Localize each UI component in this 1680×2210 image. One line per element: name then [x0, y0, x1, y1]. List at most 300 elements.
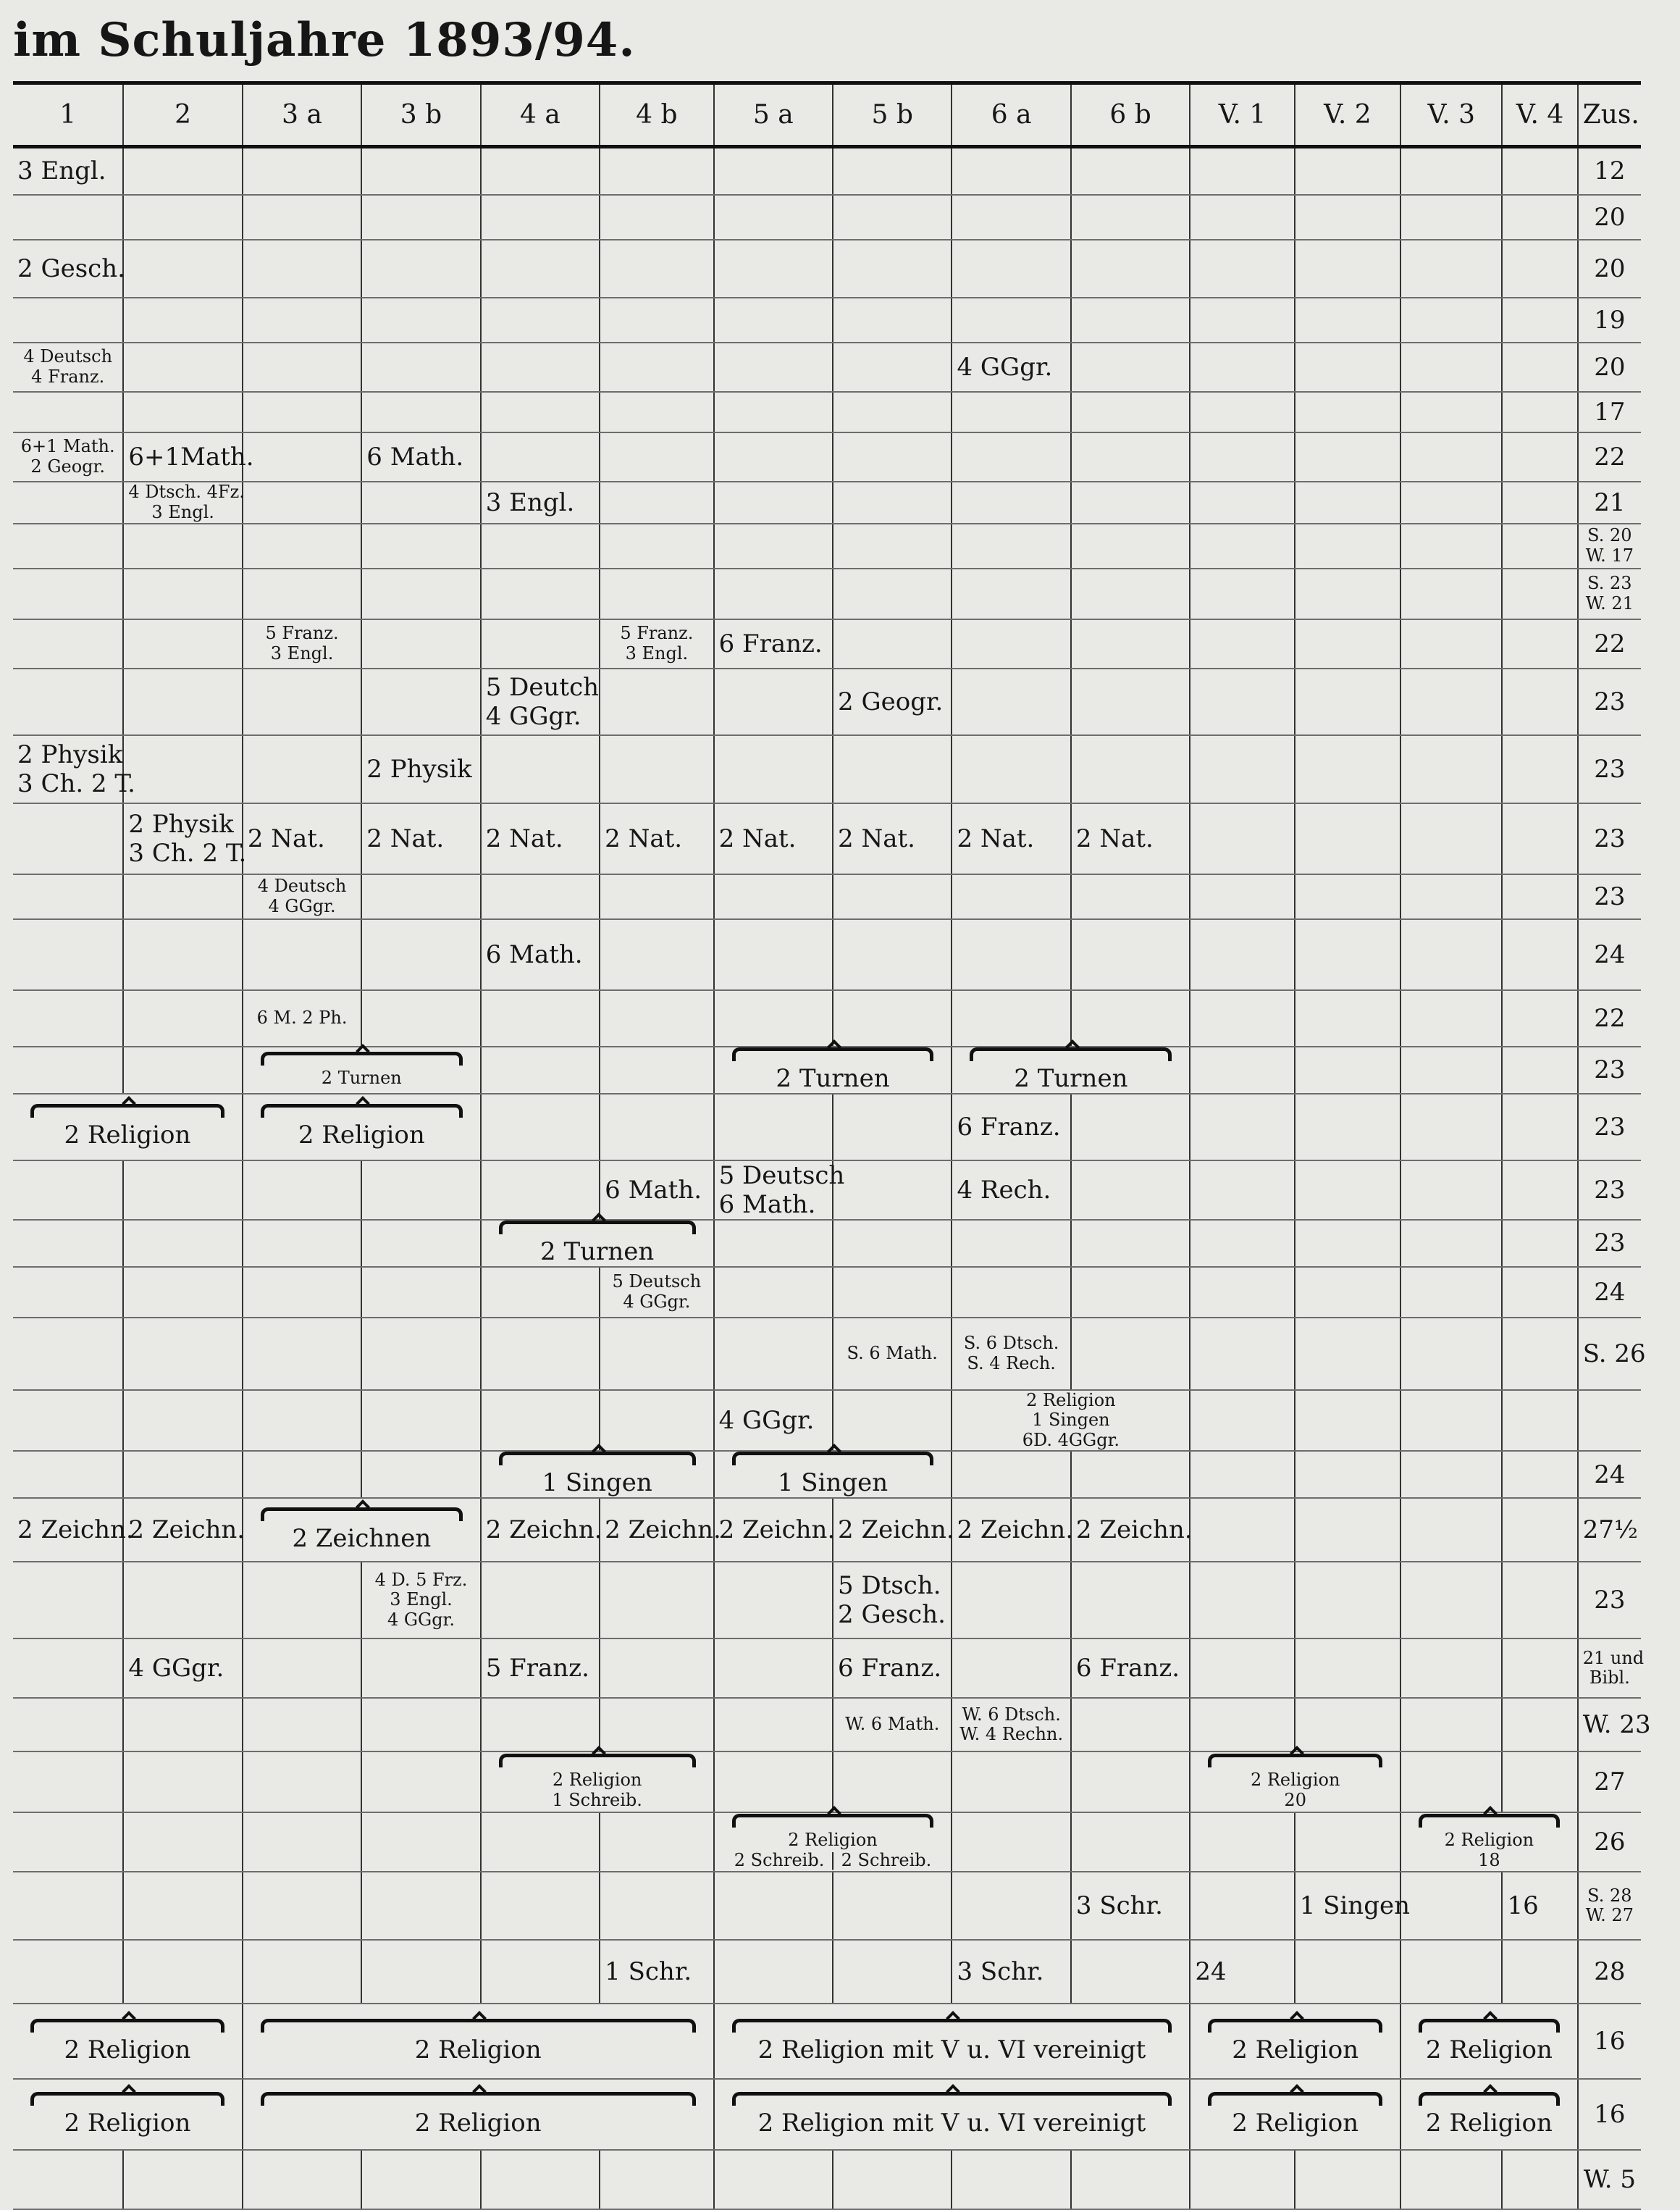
- table-cell: [1295, 1160, 1400, 1220]
- table-row: [13, 919, 1641, 990]
- column-header: 5 b: [833, 83, 952, 147]
- table-cell: [714, 432, 833, 482]
- cell-text: 2 Religion: [1425, 2035, 1553, 2064]
- table-cell: [833, 147, 952, 195]
- table-cell: [361, 147, 480, 195]
- table-cell: [481, 990, 600, 1047]
- table-cell: [13, 1094, 243, 1160]
- table-cell: [1502, 2150, 1577, 2209]
- total-text: 16: [1594, 2100, 1626, 2130]
- table-cell: [123, 240, 242, 298]
- total-cell: [1578, 1094, 1641, 1160]
- total-text: 23: [1594, 754, 1626, 784]
- cell-text: 2 Religion: [298, 1121, 425, 1150]
- table-cell: [243, 2150, 361, 2209]
- table-cell: [361, 1220, 480, 1267]
- table-cell: [243, 343, 361, 392]
- table-cell: [1190, 1812, 1294, 1872]
- table-cell: [1502, 240, 1577, 298]
- table-row: [13, 392, 1641, 432]
- table-row: [13, 1318, 1641, 1390]
- table-cell: [600, 1872, 713, 1940]
- column-header: V. 4: [1502, 83, 1577, 147]
- table-cell: [1071, 1812, 1190, 1872]
- table-cell: [833, 343, 952, 392]
- table-cell: [1190, 1094, 1294, 1160]
- cell-text: 2 Geogr.: [838, 687, 944, 716]
- cell-text: 2 Turnen: [1014, 1063, 1128, 1093]
- total-cell: [1578, 990, 1641, 1047]
- table-cell: [952, 803, 1070, 874]
- table-cell: [361, 524, 480, 569]
- cell-text: 4 GGgr.: [128, 1654, 224, 1683]
- cell-text: 6 Franz.: [718, 629, 823, 658]
- table-cell: [123, 1318, 242, 1390]
- total-text: W. 5: [1583, 2165, 1636, 2195]
- table-cell: [243, 990, 361, 1047]
- table-cell: [243, 195, 361, 240]
- table-cell: [13, 195, 123, 240]
- table-cell: [1400, 147, 1502, 195]
- table-cell: [833, 1160, 952, 1220]
- table-cell: [833, 874, 952, 919]
- table-row: [13, 2150, 1641, 2209]
- table-cell: [1071, 524, 1190, 569]
- total-text: W. 17: [1585, 545, 1634, 566]
- table-cell: [361, 1318, 480, 1390]
- table-cell: [1502, 803, 1577, 874]
- total-cell: [1578, 874, 1641, 919]
- table-cell: [1400, 990, 1502, 1047]
- table-cell: [1071, 195, 1190, 240]
- cell-text: 1 Schreib.: [552, 1789, 642, 1810]
- table-cell: [600, 2150, 713, 2209]
- cell-text: 3 Engl.: [485, 487, 575, 517]
- table-cell: [243, 803, 361, 874]
- table-cell: [1502, 990, 1577, 1047]
- table-cell: [1502, 1220, 1577, 1267]
- cell-text: 2 Religion: [414, 2035, 542, 2064]
- table-cell: [1502, 569, 1577, 619]
- table-cell: [714, 1267, 833, 1318]
- cell-text: 2 Religion: [1444, 1830, 1534, 1851]
- table-cell: [600, 735, 713, 803]
- table-cell: [1295, 619, 1400, 669]
- table-cell: [1295, 1267, 1400, 1318]
- table-cell: [833, 1318, 952, 1390]
- table-cell: [714, 990, 833, 1047]
- table-cell: [1071, 343, 1190, 392]
- total-cell: [1578, 1698, 1651, 1751]
- table-cell: [1071, 1562, 1190, 1638]
- table-cell: [833, 919, 952, 990]
- table-cell: [243, 2079, 714, 2150]
- table-cell: [1400, 803, 1502, 874]
- table-cell: [952, 392, 1070, 432]
- timetable: [13, 81, 1651, 2210]
- table-cell: [600, 1267, 713, 1318]
- table-cell: [714, 298, 833, 343]
- table-cell: [714, 919, 833, 990]
- cell-text: 4 GGgr.: [957, 352, 1053, 382]
- table-cell: [13, 482, 123, 524]
- table-cell: [123, 569, 242, 619]
- table-cell: [123, 619, 242, 669]
- total-cell: [1578, 735, 1641, 803]
- cell-text: 2 Zeichn.: [957, 1515, 1074, 1545]
- table-cell: [361, 432, 480, 482]
- cell-text: 1 Schr.: [605, 1957, 692, 1987]
- cell-text: 6+1Math.: [128, 442, 254, 472]
- table-cell: [243, 874, 361, 919]
- table-cell: [833, 1562, 952, 1638]
- table-cell: [1071, 1940, 1190, 2004]
- total-cell: [1578, 524, 1641, 569]
- table-cell: [123, 1220, 242, 1267]
- cell-text: 2 Nat.: [605, 824, 683, 853]
- total-cell: [1578, 1872, 1641, 1940]
- table-row: [13, 669, 1641, 735]
- total-text: 23: [1594, 687, 1626, 716]
- table-cell: [952, 195, 1070, 240]
- table-cell: [600, 919, 713, 990]
- cell-text: 2 Zeichn.: [1075, 1515, 1193, 1545]
- table-cell: [714, 735, 833, 803]
- table-cell: [714, 1562, 833, 1638]
- table-cell: [833, 1220, 952, 1267]
- column-header: 4 b: [600, 83, 713, 147]
- table-cell: [1295, 432, 1400, 482]
- cell-text: 2 Religion: [64, 1121, 191, 1150]
- bracket-icon: [499, 1754, 696, 1767]
- cell-text: 3 Engl.: [270, 643, 334, 664]
- header-row: [13, 83, 1641, 147]
- table-cell: [123, 1267, 242, 1318]
- table-cell: [13, 1872, 123, 1940]
- table-cell: [833, 298, 952, 343]
- total-text: 23: [1594, 1586, 1626, 1615]
- table-cell: [13, 343, 123, 392]
- table-cell: [243, 240, 361, 298]
- table-cell: [1400, 1562, 1502, 1638]
- table-cell: [1295, 1872, 1410, 1940]
- table-cell: [361, 1390, 480, 1452]
- table-cell: [1502, 619, 1577, 669]
- table-cell: [243, 1267, 361, 1318]
- table-cell: [833, 1094, 952, 1160]
- table-cell: [1502, 1751, 1577, 1812]
- table-cell: [1502, 735, 1577, 803]
- table-cell: [361, 803, 480, 874]
- table-cell: [600, 240, 713, 298]
- total-cell: [1578, 919, 1641, 990]
- table-cell: [243, 669, 361, 735]
- table-cell: [1502, 874, 1577, 919]
- table-cell: [361, 619, 480, 669]
- table-cell: [952, 1047, 1190, 1094]
- table-cell: [1071, 432, 1190, 482]
- table-cell: [481, 2150, 600, 2209]
- column-header: 1: [13, 83, 123, 147]
- column-header: V. 2: [1295, 83, 1400, 147]
- table-cell: [481, 669, 600, 735]
- table-cell: [1190, 1562, 1294, 1638]
- table-cell: [1071, 1638, 1190, 1698]
- table-cell: [1400, 240, 1502, 298]
- table-cell: [1400, 735, 1502, 803]
- cell-text: 3 Engl.: [151, 501, 214, 522]
- table-row: [13, 1751, 1641, 1812]
- total-text: 19: [1594, 305, 1626, 335]
- table-cell: [481, 1812, 600, 1872]
- cell-text: 1 Singen: [1032, 1410, 1110, 1431]
- table-cell: [123, 392, 242, 432]
- table-cell: [1400, 482, 1502, 524]
- table-cell: [833, 392, 952, 432]
- table-cell: [361, 919, 480, 990]
- table-row: [13, 2004, 1641, 2079]
- table-cell: [600, 1160, 713, 1220]
- table-cell: [243, 735, 361, 803]
- table-cell: [481, 735, 600, 803]
- total-text: W. 23: [1582, 1710, 1651, 1740]
- table-cell: [243, 1498, 481, 1562]
- table-cell: [1190, 482, 1294, 524]
- cell-text: 2 Gesch.: [17, 254, 125, 283]
- table-cell: [1190, 2004, 1400, 2079]
- table-cell: [123, 1390, 242, 1452]
- table-row: [13, 1267, 1641, 1318]
- table-cell: [1071, 482, 1190, 524]
- table-cell: [1400, 1318, 1502, 1390]
- table-cell: [600, 298, 713, 343]
- table-cell: [714, 1940, 833, 2004]
- table-cell: [243, 1094, 481, 1160]
- table-row: [13, 298, 1641, 343]
- cell-text: 2 Nat.: [485, 824, 563, 853]
- cell-text: 2 Geogr.: [30, 456, 105, 477]
- table-cell: [1071, 1160, 1190, 1220]
- table-cell: [1295, 1940, 1400, 2004]
- table-cell: [481, 524, 600, 569]
- table-cell: [13, 874, 123, 919]
- table-cell: [833, 619, 952, 669]
- table-cell: [714, 1698, 833, 1751]
- cell-text: 4 Dtsch. 4Fz.: [128, 481, 245, 502]
- total-text: 23: [1594, 1112, 1626, 1142]
- table-cell: [1400, 669, 1502, 735]
- table-cell: [952, 669, 1070, 735]
- table-cell: [952, 524, 1070, 569]
- table-cell: [123, 195, 242, 240]
- table-cell: [481, 803, 600, 874]
- table-cell: [952, 240, 1070, 298]
- table-cell: [1190, 195, 1294, 240]
- table-cell: [600, 147, 713, 195]
- table-row: [13, 343, 1641, 392]
- table-cell: [123, 1160, 242, 1220]
- table-cell: [123, 803, 247, 874]
- total-text: 27: [1594, 1767, 1626, 1797]
- table-cell: [481, 432, 600, 482]
- table-cell: [13, 1751, 123, 1812]
- table-cell: [1071, 298, 1190, 343]
- cell-text: 6 Math.: [718, 1189, 816, 1219]
- table-cell: [1071, 919, 1190, 990]
- table-cell: [1400, 1267, 1502, 1318]
- total-cell: [1578, 343, 1641, 392]
- table-cell: [714, 1451, 952, 1498]
- cell-text: 6 Math.: [485, 939, 583, 969]
- table-cell: [243, 619, 361, 669]
- table-cell: [13, 2150, 123, 2209]
- table-cell: [714, 1318, 833, 1390]
- table-cell: [1071, 1318, 1190, 1390]
- table-cell: [714, 2004, 1190, 2079]
- table-cell: [123, 1872, 242, 1940]
- table-cell: [1502, 1940, 1577, 2004]
- table-cell: [600, 1390, 713, 1452]
- cell-text: 6 Franz.: [838, 1654, 942, 1683]
- table-cell: [1295, 1047, 1400, 1094]
- total-text: 17: [1594, 397, 1626, 427]
- table-cell: [1295, 874, 1400, 919]
- table-cell: [243, 1047, 481, 1094]
- table-cell: [1400, 392, 1502, 432]
- table-cell: [1400, 2079, 1578, 2150]
- table-cell: [952, 1220, 1070, 1267]
- table-cell: [1190, 1160, 1294, 1220]
- table-cell: [600, 1812, 713, 1872]
- table-cell: [243, 1751, 361, 1812]
- table-cell: [952, 2150, 1070, 2209]
- table-cell: [600, 569, 713, 619]
- column-header: 3 a: [243, 83, 361, 147]
- table-cell: [361, 343, 480, 392]
- table-row: [13, 1940, 1641, 2004]
- table-cell: [13, 735, 135, 803]
- table-cell: [833, 240, 952, 298]
- table-cell: [600, 874, 713, 919]
- total-text: 24: [1594, 939, 1626, 969]
- total-cell: [1578, 2004, 1641, 2079]
- table-cell: [952, 1638, 1070, 1698]
- table-cell: [833, 432, 952, 482]
- table-row: [13, 1638, 1641, 1698]
- table-cell: [123, 1751, 242, 1812]
- table-cell: [13, 569, 123, 619]
- table-cell: [123, 298, 242, 343]
- table-cell: [361, 669, 480, 735]
- table-row: [13, 569, 1641, 619]
- table-cell: [1190, 432, 1294, 482]
- table-cell: [1190, 919, 1294, 990]
- table-cell: [1295, 147, 1400, 195]
- table-cell: [714, 1872, 833, 1940]
- column-header: 6 a: [952, 83, 1070, 147]
- table-cell: [1400, 919, 1502, 990]
- table-cell: [1295, 735, 1400, 803]
- table-cell: [1502, 1451, 1577, 1498]
- table-cell: [952, 1698, 1070, 1751]
- table-cell: [1400, 619, 1502, 669]
- table-cell: [243, 1638, 361, 1698]
- table-cell: [1502, 195, 1577, 240]
- total-cell: [1578, 1390, 1641, 1452]
- table-cell: [714, 392, 833, 432]
- total-cell: [1578, 1047, 1641, 1094]
- table-cell: [1502, 919, 1577, 990]
- table-cell: [361, 1638, 480, 1698]
- table-cell: [833, 669, 952, 735]
- bracket-icon: [1419, 2092, 1560, 2106]
- table-cell: [13, 147, 123, 195]
- table-cell: [361, 1451, 480, 1498]
- table-cell: [952, 619, 1070, 669]
- table-cell: [1295, 919, 1400, 990]
- cell-text: 4 Deutsch: [23, 346, 113, 367]
- cell-text: 2 Turnen: [540, 1236, 655, 1266]
- table-cell: [1400, 2004, 1578, 2079]
- table-cell: [1190, 1698, 1294, 1751]
- table-cell: [952, 569, 1070, 619]
- cell-text: 4 GGgr.: [718, 1405, 815, 1435]
- table-cell: [481, 240, 600, 298]
- table-cell: [600, 1638, 713, 1698]
- cell-text: 2 Nat.: [957, 824, 1035, 853]
- table-cell: [361, 392, 480, 432]
- total-cell: [1578, 1812, 1641, 1872]
- table-cell: [481, 298, 600, 343]
- table-cell: [600, 392, 713, 432]
- total-text: 23: [1594, 1229, 1626, 1257]
- table-cell: [833, 1390, 952, 1452]
- table-cell: [1190, 343, 1294, 392]
- cell-text: 2 Religion mit V u. VI vereinigt: [757, 2035, 1146, 2064]
- table-cell: [243, 147, 361, 195]
- table-cell: [714, 874, 833, 919]
- cell-text: W. 6 Dtsch.: [962, 1704, 1061, 1725]
- table-cell: [1190, 1267, 1294, 1318]
- table-cell: [714, 195, 833, 240]
- table-cell: [243, 392, 361, 432]
- table-cell: [952, 990, 1070, 1047]
- table-cell: [123, 1498, 245, 1562]
- table-cell: [13, 1047, 123, 1094]
- table-row: [13, 1160, 1641, 1220]
- table-cell: [1190, 619, 1294, 669]
- total-cell: [1578, 240, 1641, 298]
- table-cell: [1071, 1751, 1190, 1812]
- table-cell: [243, 1872, 361, 1940]
- column-header: Zus.: [1578, 83, 1641, 147]
- table-cell: [481, 1498, 600, 1562]
- table-cell: [1295, 343, 1400, 392]
- table-cell: [600, 1698, 713, 1751]
- table-cell: [600, 343, 713, 392]
- total-text: 24: [1594, 1460, 1626, 1489]
- table-row: [13, 147, 1641, 195]
- table-cell: [600, 195, 713, 240]
- table-cell: [952, 147, 1070, 195]
- table-row: [13, 1047, 1641, 1094]
- total-cell: [1578, 2150, 1641, 2209]
- table-row: [13, 195, 1641, 240]
- table-cell: [13, 1498, 134, 1562]
- table-row: [13, 990, 1641, 1047]
- table-cell: [123, 147, 242, 195]
- bracket-icon: [970, 1047, 1172, 1061]
